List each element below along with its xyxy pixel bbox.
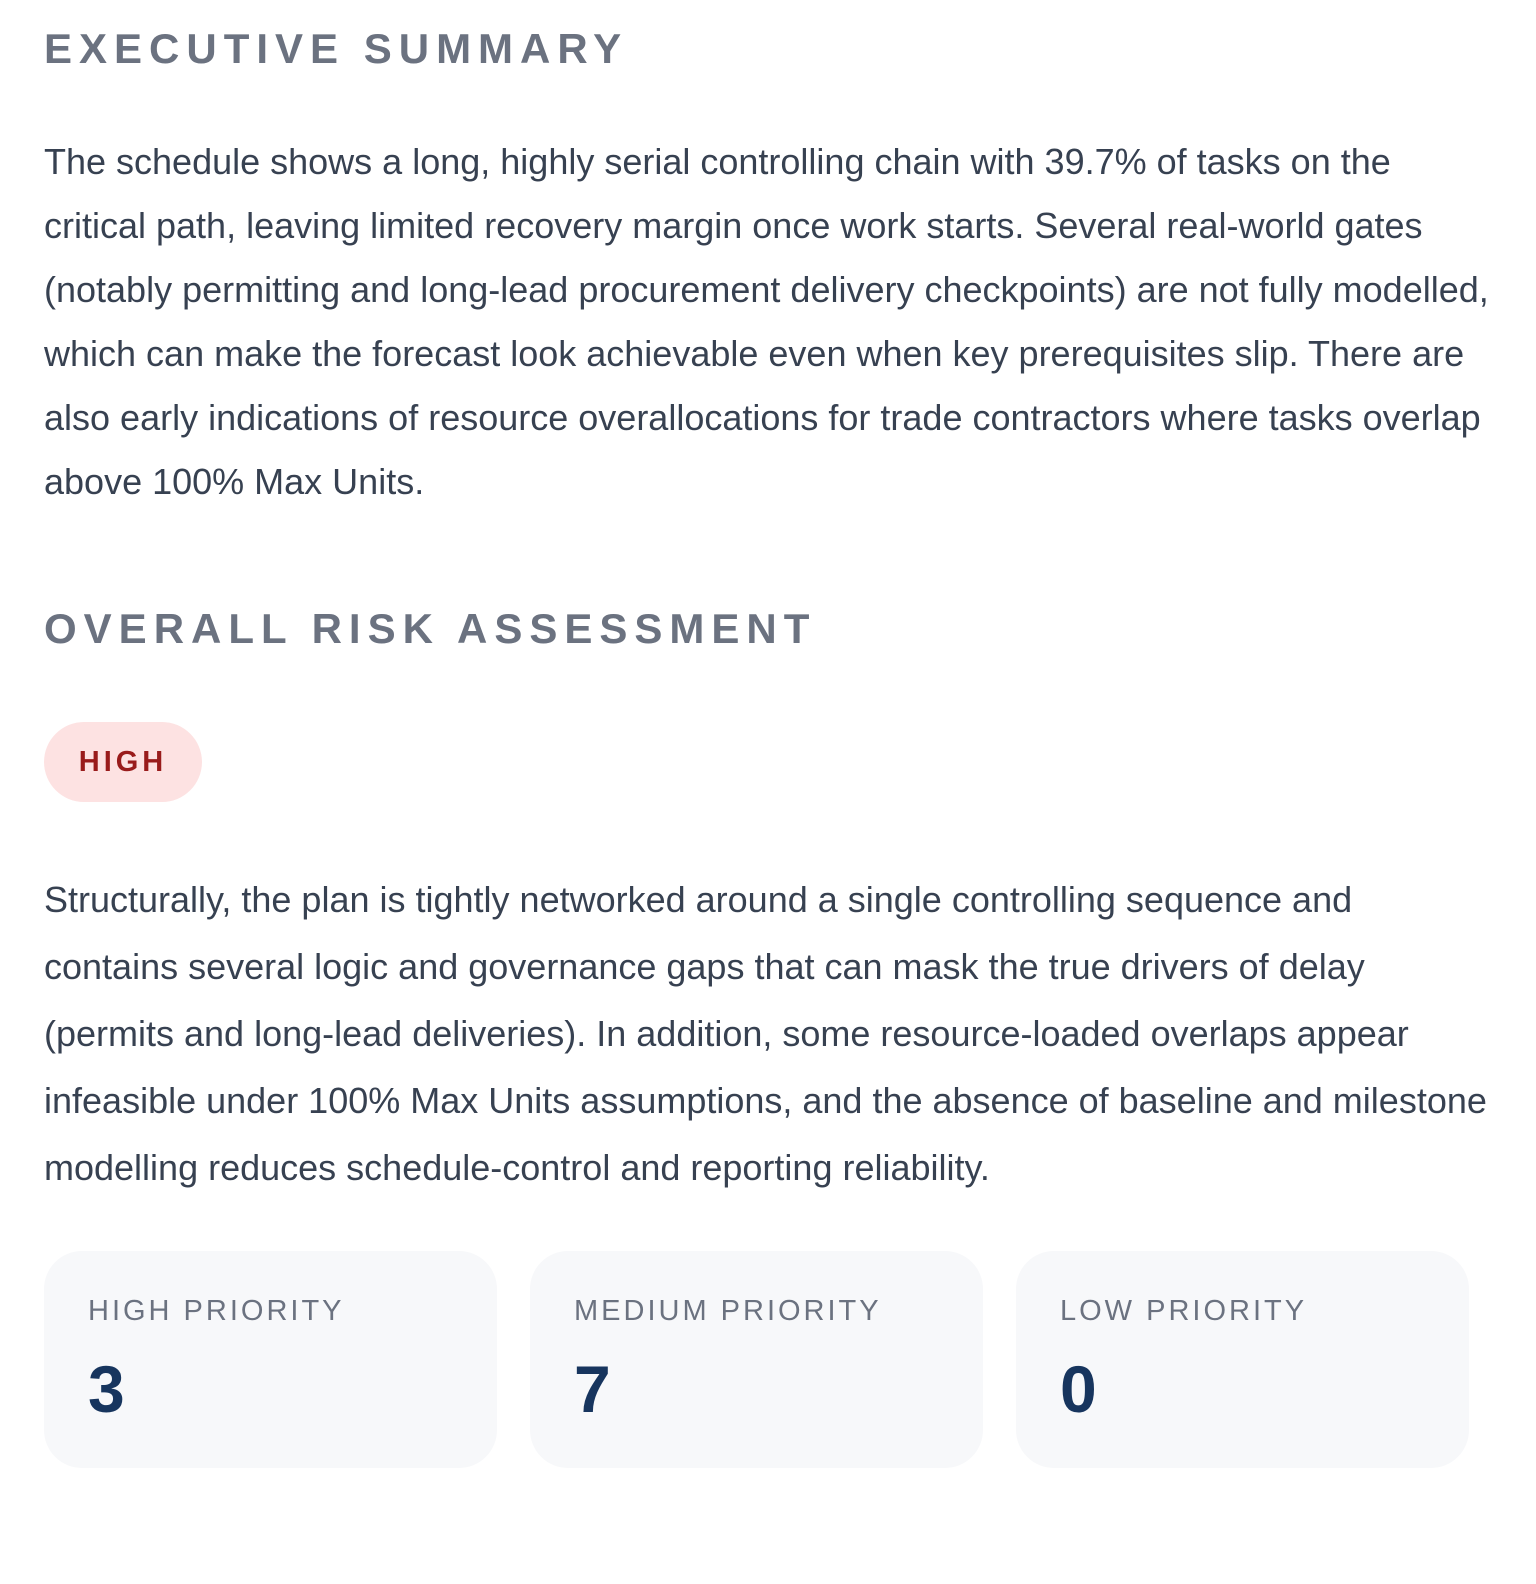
medium-priority-card <box>530 1251 983 1468</box>
card-label: MEDIUM PRIORITY <box>574 1295 882 1327</box>
low-priority-card <box>1016 1251 1469 1468</box>
card-value: 3 <box>88 1352 125 1426</box>
card-label: HIGH PRIORITY <box>88 1295 345 1327</box>
high-priority-card <box>44 1251 497 1468</box>
risk-assessment-heading: OVERALL RISK ASSESSMENT <box>44 605 817 652</box>
executive-summary-text: The schedule shows a long, highly serial controlling chain with 39.7% of tasks on the critical path, leaving limited recovery margin once work starts. Several real-world gates (notably permitting and long-lead procurement delivery checkpoints) are not fully modelled, which can make the forecast look achievable even when key prerequisites slip. There are also early indications of resource overallocations for trade contractors where tasks overlap above 100% Max Units. <box>44 141 1489 502</box>
executive-summary-heading: EXECUTIVE SUMMARY <box>44 25 629 72</box>
priority-cards <box>44 1251 1492 1468</box>
risk-assessment-text: Structurally, the plan is tightly networked around a single controlling sequence and contains several logic and governance gaps that can mask the true drivers of delay (permits and long-lead deliveries). In addition, some resource-loaded overlaps appear infeasible under 100% Max Units assumptions, and the absence of baseline and milestone modelling reduces schedule-control and reporting reliability. <box>44 879 1487 1188</box>
card-value: 0 <box>1060 1352 1097 1426</box>
card-value: 7 <box>574 1352 611 1426</box>
risk-level-badge: HIGH <box>44 722 202 802</box>
card-label: LOW PRIORITY <box>1060 1295 1308 1327</box>
